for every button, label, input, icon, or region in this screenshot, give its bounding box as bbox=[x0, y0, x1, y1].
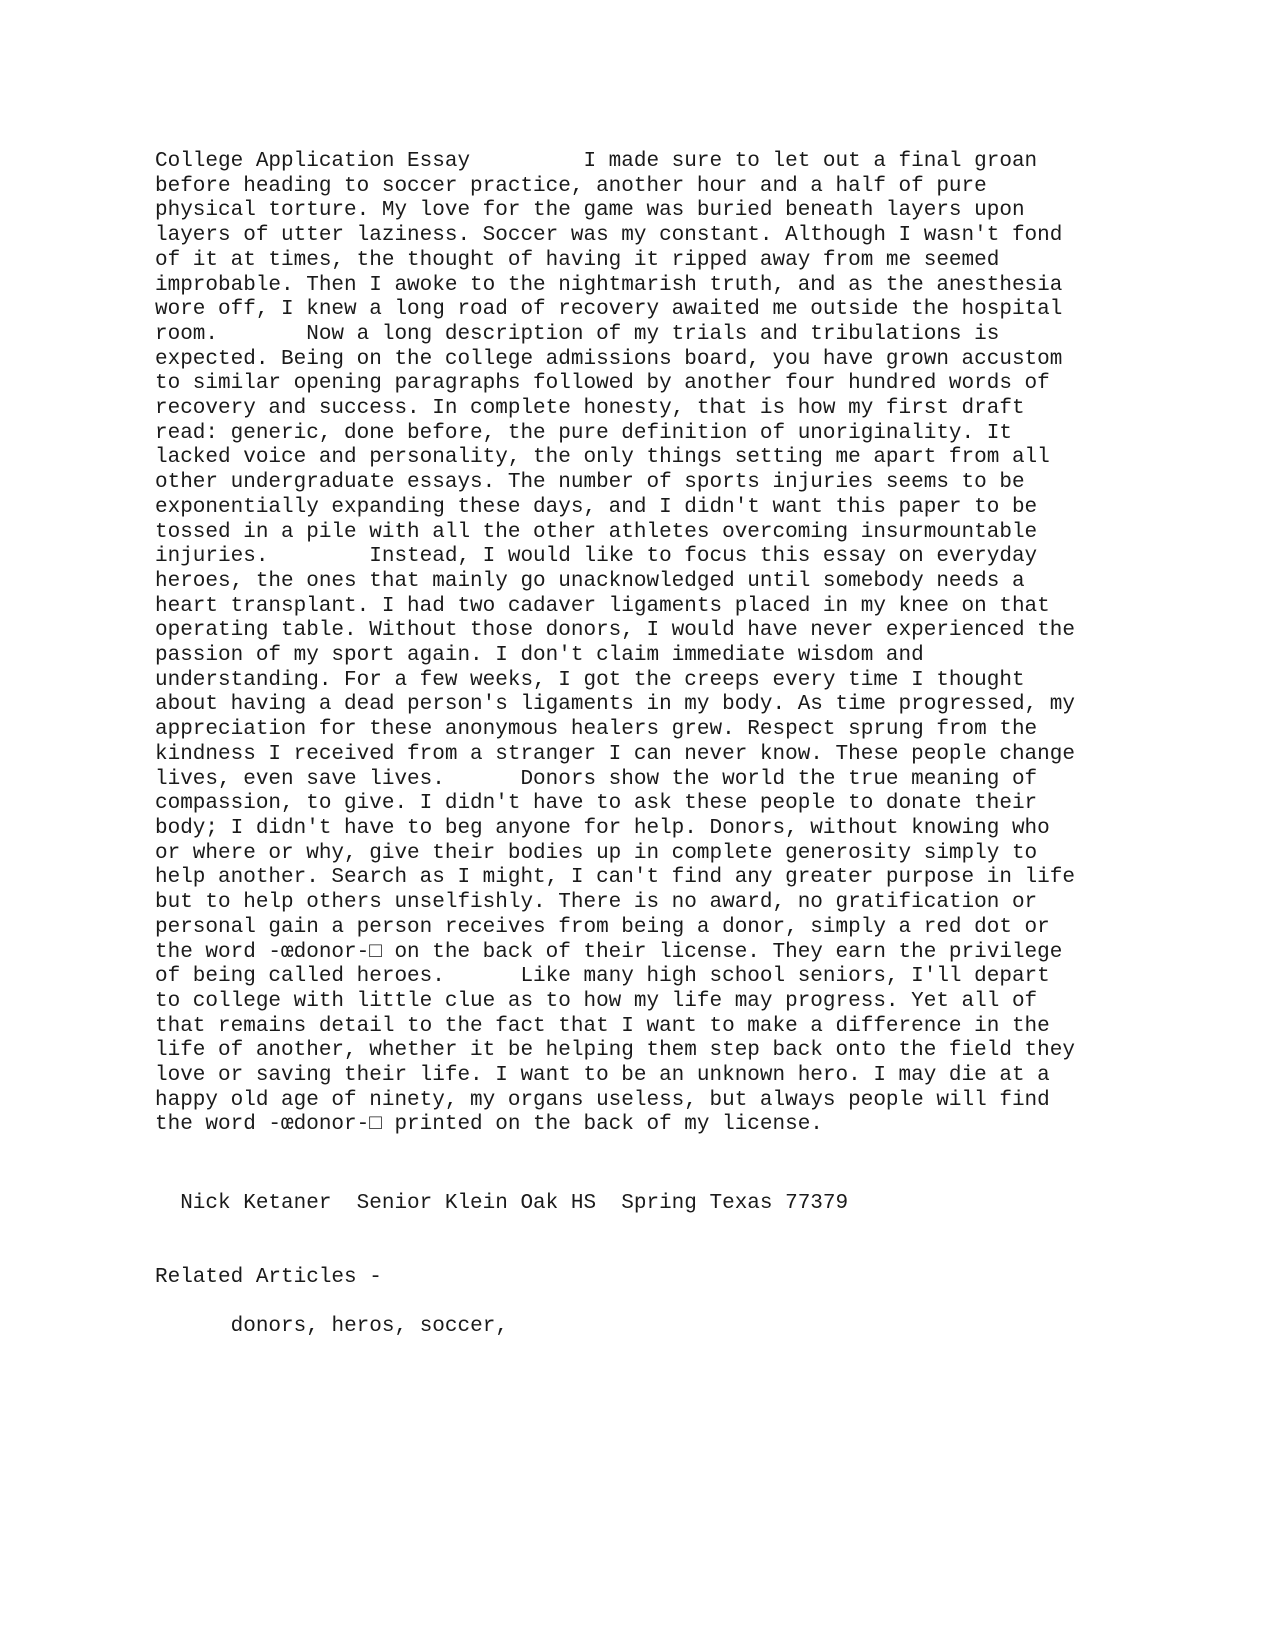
tag-separator: , bbox=[306, 1315, 332, 1339]
essay-line: to similar opening paragraphs followed by another four hundred words of bbox=[155, 372, 1050, 396]
tag-link-heros[interactable]: heros bbox=[331, 1315, 395, 1339]
essay-line: or where or why, give their bodies up in complete generosity simply to bbox=[155, 841, 1038, 865]
essay-line: of being called heroes. Like many high school seniors, I'll depart bbox=[155, 965, 1050, 989]
essay-line: happy old age of ninety, my organs useless, but always people will find bbox=[155, 1088, 1050, 1112]
related-tags bbox=[155, 1291, 508, 1365]
essay-line: before heading to soccer practice, another hour and a half of pure bbox=[155, 174, 987, 198]
essay-line: love or saving their life. I want to be an unknown hero. I may die at a bbox=[155, 1064, 1050, 1088]
tag-separator: , bbox=[394, 1315, 420, 1339]
essay-line: tossed in a pile with all the other athletes overcoming insurmountable bbox=[155, 520, 1038, 544]
essay-line: compassion, to give. I didn't have to ask these people to donate their bbox=[155, 792, 1038, 816]
essay-line: lacked voice and personality, the only things setting me apart from all bbox=[155, 446, 1050, 470]
tag-link-donors[interactable]: donors bbox=[230, 1315, 307, 1339]
essay-line: but to help others unselfishly. There is no award, no gratification or bbox=[155, 891, 1038, 915]
essay-line: body; I didn't have to beg anyone for help. Donors, without knowing who bbox=[155, 816, 1050, 840]
essay-line: layers of utter laziness. Soccer was my constant. Although I wasn't fond bbox=[155, 224, 1063, 248]
essay-body bbox=[155, 150, 1155, 1138]
essay-line: the word -œdonor-□ printed on the back of my license. bbox=[155, 1113, 823, 1137]
essay-line: life of another, whether it be helping them step back onto the field they bbox=[155, 1039, 1075, 1063]
essay-line: improbable. Then I awoke to the nightmarish truth, and as the anesthesia bbox=[155, 273, 1063, 297]
essay-line: expected. Being on the college admissions board, you have grown accustom bbox=[155, 347, 1063, 371]
essay-line: operating table. Without those donors, I would have never experienced the bbox=[155, 619, 1075, 643]
essay-line: injuries. Instead, I would like to focus this essay on everyday bbox=[155, 545, 1038, 569]
essay-line: passion of my sport again. I don't claim immediate wisdom and bbox=[155, 644, 924, 668]
related-articles-heading: Related Articles - bbox=[155, 1266, 382, 1289]
essay-line: kindness I received from a stranger I can never know. These people change bbox=[155, 742, 1075, 766]
essay-line: lives, even save lives. Donors show the world the true meaning of bbox=[155, 767, 1038, 791]
essay-line: wore off, I knew a long road of recovery awaited me outside the hospital bbox=[155, 298, 1063, 322]
essay-line: recovery and success. In complete honesty, that is how my first draft bbox=[155, 397, 1025, 421]
essay-line: that remains detail to the fact that I want to make a difference in the bbox=[155, 1014, 1050, 1038]
essay-line: to college with little clue as to how my life may progress. Yet all of bbox=[155, 989, 1038, 1013]
essay-line: exponentially expanding these days, and I didn't want this paper to be bbox=[155, 495, 1038, 519]
essay-line: heart transplant. I had two cadaver ligaments placed in my knee on that bbox=[155, 594, 1050, 618]
essay-line: appreciation for these anonymous healers grew. Respect sprung from the bbox=[155, 718, 1038, 742]
essay-line: personal gain a person receives from being a donor, simply a red dot or bbox=[155, 915, 1050, 939]
essay-line: about having a dead person's ligaments in my body. As time progressed, my bbox=[155, 693, 1075, 717]
essay-line: room. Now a long description of my trials and tribulations is bbox=[155, 322, 1000, 346]
essay-line: College Application Essay I made sure to let out a final groan bbox=[155, 150, 1038, 173]
essay-line: understanding. For a few weeks, I got the creeps every time I thought bbox=[155, 668, 1025, 692]
essay-line: other undergraduate essays. The number of sports injuries seems to be bbox=[155, 471, 1025, 495]
essay-line: the word -œdonor-□ on the back of their license. They earn the privilege bbox=[155, 940, 1063, 964]
essay-line: heroes, the ones that mainly go unacknowledged until somebody needs a bbox=[155, 569, 1025, 593]
essay-line: of it at times, the thought of having it ripped away from me seemed bbox=[155, 248, 1000, 272]
tag-link-soccer[interactable]: soccer bbox=[419, 1315, 496, 1339]
author-signature: Nick Ketaner Senior Klein Oak HS Spring Texas 77379 bbox=[155, 1192, 849, 1215]
tag-separator: , bbox=[495, 1315, 508, 1339]
essay-line: read: generic, done before, the pure definition of unoriginality. It bbox=[155, 421, 1012, 445]
related-articles bbox=[155, 1266, 508, 1365]
essay-line: physical torture. My love for the game was buried beneath layers upon bbox=[155, 199, 1025, 223]
essay-line: help another. Search as I might, I can't find any greater purpose in life bbox=[155, 866, 1075, 890]
